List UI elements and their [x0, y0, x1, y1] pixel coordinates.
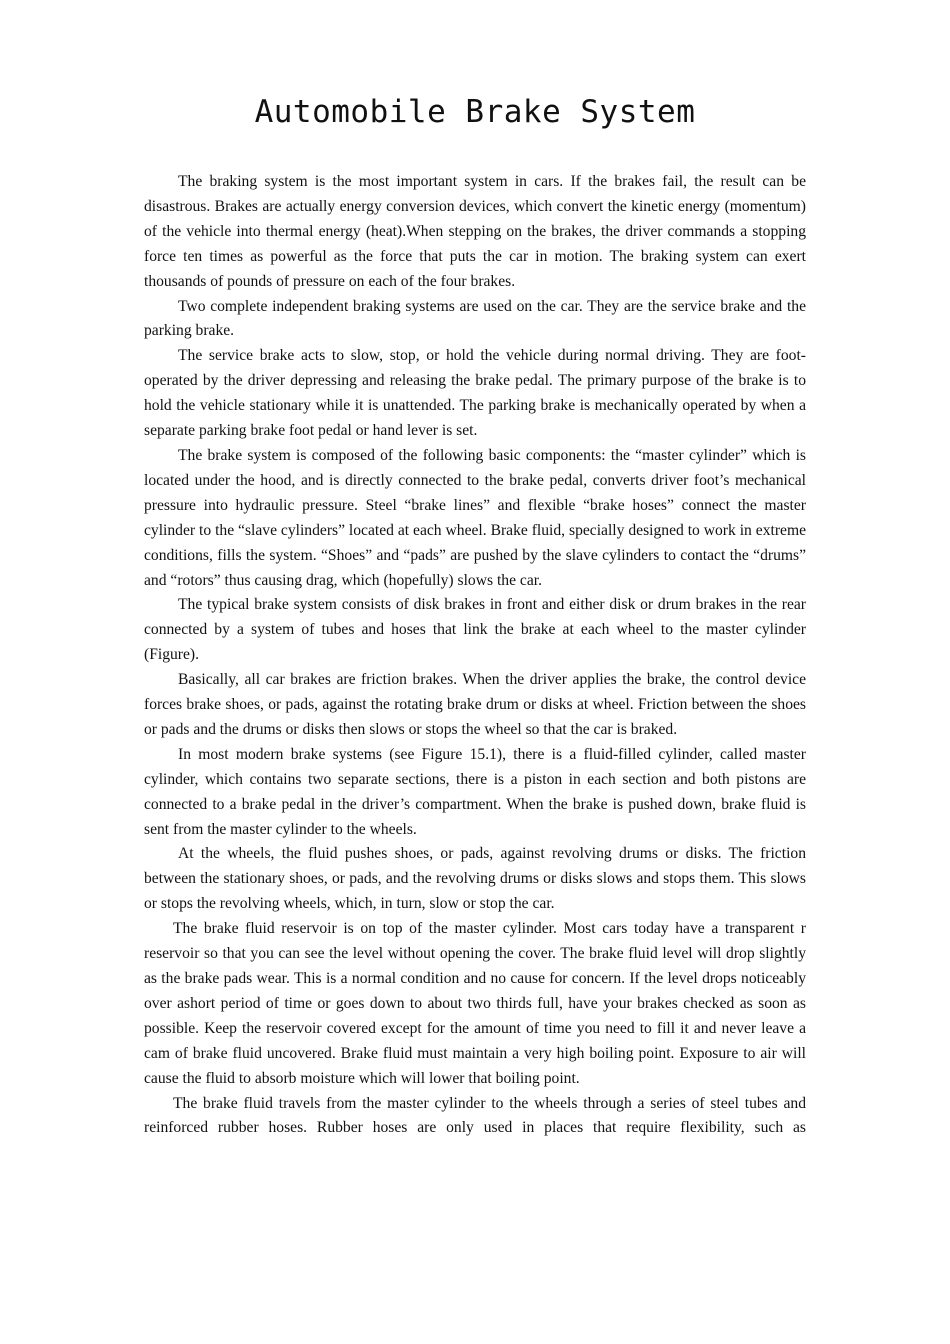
paragraph-two-systems: Two complete independent braking systems are used on the car. They are the service brake and the parking brake.	[144, 297, 806, 340]
paragraph-components: The brake system is composed of the following basic components: the “master cylinder” which is located under the hood, and is directly connected to the brake pedal, converts driver foot’s mechanical pressure into hydraulic pressure. Steel “brake lines” and flexible “brake hoses” connect the master cylinder to the “slave cylinders” located at each wheel. Brake fluid, specially designed to work in extreme conditions, fills the system. “Shoes” and “pads” are pushed by the slave cylinders to contact the “drums” and “rotors” thus causing drag, which (hopefully) slows the car.	[144, 446, 806, 589]
paragraph-at-the-wheels: At the wheels, the fluid pushes shoes, or pads, against revolving drums or disks. The friction between the stationary shoes, or pads, and the revolving drums or disks slows and stops them. This slows or stops the revolving wheels, which, in turn, slow or stop the car.	[144, 845, 806, 913]
paragraph-braking-importance: The braking system is the most important system in cars. If the brakes fail, the result can be disastrous. Brakes are actually energy conversion devices, which convert the kinetic energy (momentum) of the vehicle into thermal energy (heat).When stepping on the brakes, the driver commands a stopping force ten times as powerful as the force that puts the car in motion. The braking system can exert thousands of pounds of pressure on each of the four brakes.	[144, 173, 806, 290]
paragraph-service-brake: The service brake acts to slow, stop, or hold the vehicle during normal driving. They are foot-operated by the driver depressing and releasing the brake pedal. The primary purpose of the brake is to hold the vehicle stationary while it is unattended. The parking brake is mechanically operated by when a separate parking brake foot pedal or hand lever is set.	[144, 347, 806, 440]
document-title: Automobile Brake System	[254, 94, 696, 130]
paragraph-master-cylinder: In most modern brake systems (see Figure 15.1), there is a fluid-filled cylinder, called master cylinder, which contains two separate sections, there is a piston in each section and both pistons are connected to a brake pedal in the driver’s compartment. When the brake is pushed down, brake fluid is sent from the master cylinder to the wheels.	[144, 745, 806, 838]
document-body	[144, 170, 806, 1141]
paragraph-typical-system: The typical brake system consists of disk brakes in front and either disk or drum brakes in the rear connected by a system of tubes and hoses that link the brake at each wheel to the master cylinder (Figure).	[144, 596, 806, 664]
paragraph-friction-brakes: Basically, all car brakes are friction brakes. When the driver applies the brake, the control device forces brake shoes, or pads, against the rotating brake drum or disks at wheel. Friction between the shoes or pads and the drums or disks then slows or stops the wheel so that the car is braked.	[144, 671, 806, 738]
paragraph-fluid-reservoir: The brake fluid reservoir is on top of the master cylinder. Most cars today have a transparent r reservoir so that you can see the level without opening the cover. The brake fluid level will drop slightly as the brake pads wear. This is a normal condition and no cause for concern. If the level drops noticeably over ashort period of time or goes down to about two thirds full, have your brakes checked as soon as possible. Keep the reservoir covered except for the amount of time you need to fill it and never leave a cam of brake fluid uncovered. Brake fluid must maintain a very high boiling point. Exposure to air will cause the fluid to absorb moisture which will lower that boiling point.	[144, 920, 806, 1087]
paragraph-brake-lines: The brake fluid travels from the master cylinder to the wheels through a series of steel tubes and reinforced rubber hoses. Rubber hoses are only used in places that require flexibility, such as	[144, 1094, 806, 1137]
